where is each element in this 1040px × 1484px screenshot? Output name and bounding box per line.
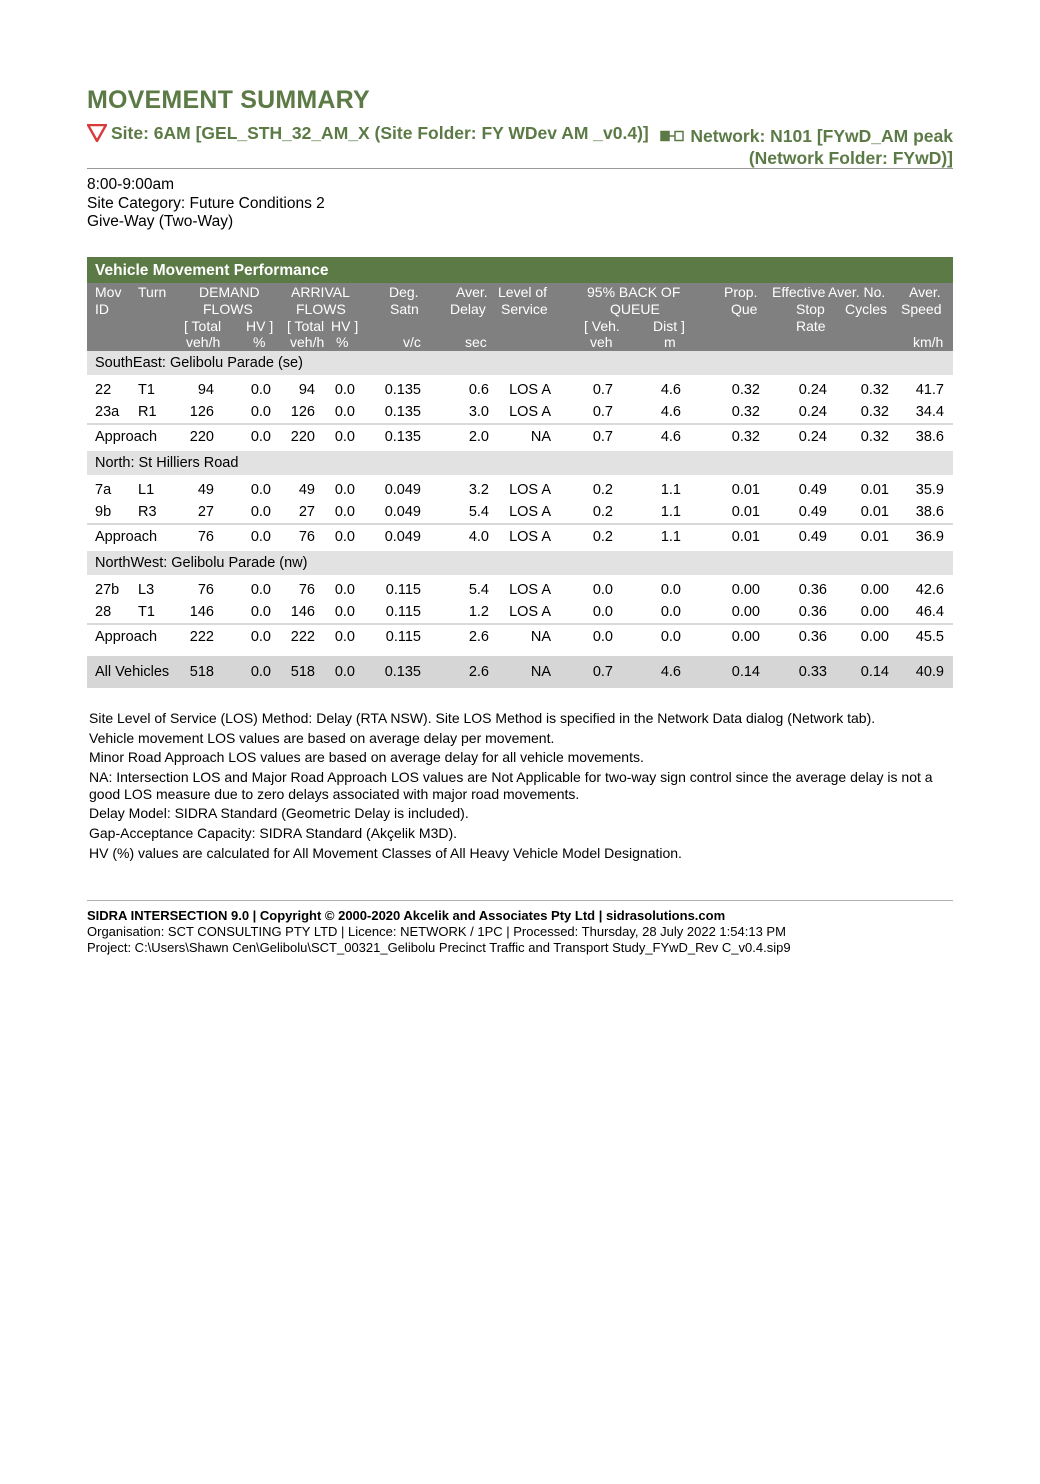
approach-cell: 4.6 [660, 429, 681, 445]
yield-sign-icon [87, 124, 107, 147]
header-satn: Satn [390, 301, 419, 317]
movement-cell: T1 [138, 604, 155, 620]
all-vehicles-cell: 0.135 [384, 664, 421, 680]
movement-cell: 27 [298, 504, 315, 520]
note-movement-los: Vehicle movement LOS values are based on average delay per movement. [89, 729, 555, 746]
movement-cell: T1 [138, 382, 155, 398]
approach-section-header: SouthEast: Gelibolu Parade (se) [87, 351, 953, 375]
movement-cell: 38.6 [915, 504, 944, 520]
movement-cell: 0.7 [592, 382, 613, 398]
time-period: 8:00-9:00am [87, 176, 175, 193]
approach-row [87, 523, 953, 548]
movement-cell: 4.6 [660, 382, 681, 398]
header-aver-no: Aver. No. [828, 284, 886, 300]
all-vehicles-cell: 0.0 [250, 664, 271, 680]
table-title: Vehicle Movement Performance [87, 257, 953, 283]
approach-cell: 76 [298, 529, 315, 545]
approach-cell: 4.0 [468, 529, 489, 545]
header-arrival: ARRIVAL [291, 284, 350, 300]
approach-cell: 0.00 [860, 629, 889, 645]
movement-cell: 0.049 [384, 504, 421, 520]
all-vehicles-cell: 0.14 [860, 664, 889, 680]
movement-cell: 0.0 [592, 582, 613, 598]
movement-cell: 34.4 [915, 404, 944, 420]
movement-cell: LOS A [509, 504, 551, 520]
movement-cell: R3 [138, 504, 157, 520]
all-vehicles-cell: 2.6 [468, 664, 489, 680]
movement-cell: 0.0 [660, 604, 681, 620]
network-heading [653, 125, 953, 169]
approach-cell: LOS A [509, 529, 551, 545]
movement-cell: 35.9 [915, 482, 944, 498]
movement-cell: 4.6 [660, 404, 681, 420]
movement-cell: 0.2 [592, 504, 613, 520]
header-kmh: km/h [913, 334, 944, 350]
movement-cell: 0.0 [334, 582, 355, 598]
approach-cell: NA [530, 629, 551, 645]
header-arrival-flows: FLOWS [296, 301, 346, 317]
approach-cell: 0.49 [798, 529, 827, 545]
header-speed: Speed [901, 301, 942, 317]
movement-cell: 0.0 [250, 582, 271, 598]
movement-cell: 0.0 [334, 482, 355, 498]
header-demand-vehh: veh/h [186, 334, 221, 350]
movement-cell: 0.49 [798, 482, 827, 498]
movement-cell: 0.049 [384, 482, 421, 498]
movement-row [87, 579, 953, 601]
approach-cell: 0.049 [384, 529, 421, 545]
movement-cell: 0.01 [860, 504, 889, 520]
movement-performance-table [87, 257, 953, 688]
approach-cell: 0.24 [798, 429, 827, 445]
movement-cell: 0.32 [731, 404, 760, 420]
movement-cell: 126 [290, 404, 315, 420]
movement-row [87, 501, 953, 523]
movement-cell: LOS A [509, 604, 551, 620]
movement-cell: LOS A [509, 382, 551, 398]
movement-cell: 0.00 [731, 604, 760, 620]
movement-cell: 3.2 [468, 482, 489, 498]
movement-cell: 0.00 [860, 604, 889, 620]
all-vehicles-cell: 0.0 [334, 664, 355, 680]
movement-cell: LOS A [509, 482, 551, 498]
all-vehicles-cell: 518 [290, 664, 315, 680]
movement-row [87, 379, 953, 401]
movement-cell: L1 [138, 482, 155, 498]
approach-cell: 222 [189, 629, 214, 645]
header-arrival-pct: % [336, 334, 349, 350]
report-footer [87, 908, 953, 956]
header-turn: Turn [138, 284, 167, 300]
movement-cell: 0.6 [468, 382, 489, 398]
approach-cell: 0.7 [592, 429, 613, 445]
movement-cell: 146 [290, 604, 315, 620]
header-demand-flows: FLOWS [203, 301, 253, 317]
header-delay: Delay [450, 301, 486, 317]
movement-cell: 0.115 [385, 604, 421, 620]
movement-cell: 0.01 [731, 482, 760, 498]
movement-cell: 146 [189, 604, 214, 620]
movement-cell: 0.32 [731, 382, 760, 398]
note-gap-acceptance: Gap-Acceptance Capacity: SIDRA Standard (Akçelik M3D). [89, 824, 458, 841]
footer-divider [87, 900, 953, 901]
header-queue-veh-unit: veh [590, 334, 613, 350]
all-vehicles-cell: All Vehicles [95, 664, 170, 680]
movement-cell: 0.36 [798, 582, 827, 598]
header-que: Que [731, 301, 758, 317]
movement-cell: 0.115 [385, 582, 421, 598]
approach-row [87, 423, 953, 448]
movement-cell: 0.2 [592, 482, 613, 498]
header-vc: v/c [403, 334, 421, 350]
header-service: Service [501, 301, 548, 317]
header-demand: DEMAND [199, 284, 260, 300]
header-cycles: Cycles [845, 301, 888, 317]
header-divider [87, 168, 953, 169]
approach-cell: 0.0 [250, 529, 271, 545]
approach-cell: 0.0 [592, 629, 613, 645]
header-level-of: Level of [498, 284, 548, 300]
movement-cell: 0.0 [334, 404, 355, 420]
footer-copyright: SIDRA INTERSECTION 9.0 | Copyright © 2000-2020 Akcelik and Associates Pty Ltd | sidrasolutions.com [87, 908, 726, 923]
movement-cell: 1.1 [660, 482, 681, 498]
approach-cell: 0.32 [860, 429, 889, 445]
approach-cell: 0.2 [592, 529, 613, 545]
all-vehicles-cell: 0.33 [798, 664, 827, 680]
movement-cell: 0.0 [250, 382, 271, 398]
movement-cell: 46.4 [915, 604, 944, 620]
movement-cell: 0.0 [250, 604, 271, 620]
header-arrival-hv: HV ] [331, 318, 359, 334]
all-vehicles-cell: 40.9 [915, 664, 944, 680]
note-minor-road: Minor Road Approach LOS values are based on average delay for all vehicle movements. [89, 749, 644, 766]
approach-cell: 0.01 [860, 529, 889, 545]
approach-cell: 220 [290, 429, 315, 445]
header-back-of: 95% BACK OF [587, 284, 681, 300]
movement-cell: 0.7 [592, 404, 613, 420]
all-vehicles-cell: 4.6 [660, 664, 681, 680]
movement-cell: LOS A [509, 404, 551, 420]
header-sec: sec [465, 334, 487, 350]
network-icon [660, 125, 684, 147]
movement-cell: 0.0 [250, 504, 271, 520]
movement-cell: 28 [95, 604, 112, 620]
movement-cell: 0.0 [592, 604, 613, 620]
header-arrival-total: [ Total [287, 318, 325, 334]
movement-cell: 76 [197, 582, 214, 598]
movement-cell: 27 [197, 504, 214, 520]
approach-cell: 45.5 [915, 629, 944, 645]
movement-cell: 0.01 [860, 482, 889, 498]
header-rate: Rate [796, 318, 826, 334]
movement-cell: 7a [95, 482, 112, 498]
header-queue: QUEUE [610, 301, 660, 317]
approach-cell: 0.0 [334, 529, 355, 545]
movement-cell: 0.0 [660, 582, 681, 598]
movement-cell: 41.7 [915, 382, 944, 398]
approach-section-header: North: St Hilliers Road [87, 451, 953, 475]
header-queue-veh: [ Veh. [584, 318, 620, 334]
movement-cell: 27b [95, 582, 120, 598]
movement-cell: 0.36 [798, 604, 827, 620]
approach-cell: 36.9 [915, 529, 944, 545]
movement-cell: 94 [298, 382, 315, 398]
approach-cell: 0.0 [334, 629, 355, 645]
movement-cell: 94 [197, 382, 214, 398]
header-aver-speed: Aver. [909, 284, 941, 300]
note-hv: HV (%) values are calculated for All Movement Classes of All Heavy Vehicle Model Designation. [89, 844, 682, 861]
movement-cell: 0.0 [250, 482, 271, 498]
movement-cell: 23a [95, 404, 120, 420]
page-title: MOVEMENT SUMMARY [87, 86, 370, 114]
movement-cell: 0.49 [798, 504, 827, 520]
approach-cell: 38.6 [915, 429, 944, 445]
approach-cell: 2.0 [468, 429, 489, 445]
header-aver: Aver. [456, 284, 488, 300]
approach-cell: Approach [95, 529, 158, 545]
approach-cell: Approach [95, 429, 158, 445]
header-queue-m-unit: m [664, 334, 676, 350]
approach-cell: 0.0 [334, 429, 355, 445]
all-vehicles-row [87, 656, 953, 688]
movement-row [87, 401, 953, 423]
approach-cell: 1.1 [660, 529, 681, 545]
approach-row [87, 623, 953, 648]
header-effective: Effective [772, 284, 826, 300]
movement-cell: 22 [95, 382, 112, 398]
movement-cell: R1 [138, 404, 157, 420]
network-heading-text: Network: N101 [FYwD_AM peak (Network Folder: FYwD)] [690, 126, 953, 168]
all-vehicles-cell: NA [530, 664, 551, 680]
report-notes [89, 710, 955, 864]
approach-cell: 222 [290, 629, 315, 645]
header-demand-hv: HV ] [246, 318, 274, 334]
movement-cell: 49 [197, 482, 214, 498]
movement-cell: 0.32 [860, 404, 889, 420]
header-deg: Deg. [389, 284, 419, 300]
movement-row [87, 479, 953, 501]
header-prop: Prop. [724, 284, 758, 300]
movement-cell: 0.00 [731, 582, 760, 598]
all-vehicles-cell: 518 [189, 664, 214, 680]
site-heading [87, 122, 657, 147]
movement-cell: 0.135 [384, 404, 421, 420]
site-meta [87, 176, 325, 232]
note-delay-model: Delay Model: SIDRA Standard (Geometric Delay is included). [89, 805, 469, 822]
movement-cell: 42.6 [915, 582, 944, 598]
footer-project: Project: C:\Users\Shawn Cen\Gelibolu\SCT_00321_Gelibolu Precinct Traffic and Transport Study_FYwD_Rev C_v0.4.sip9 [87, 940, 791, 955]
movement-cell: 0.24 [798, 382, 827, 398]
movement-cell: 3.0 [468, 404, 489, 420]
approach-cell: 220 [189, 429, 214, 445]
note-los-method: Site Level of Service (LOS) Method: Delay (RTA NSW). Site LOS Method is specified in the Network Data dialog (Network tab). [89, 710, 876, 726]
movement-cell: 0.0 [334, 382, 355, 398]
movement-cell: 0.32 [860, 382, 889, 398]
approach-cell: 0.32 [731, 429, 760, 445]
movement-cell: 0.0 [334, 604, 355, 620]
table-header [87, 283, 953, 351]
movement-cell: LOS A [509, 582, 551, 598]
all-vehicles-cell: 0.7 [592, 664, 613, 680]
all-vehicles-cell: 0.14 [731, 664, 760, 680]
approach-cell: 76 [197, 529, 214, 545]
movement-cell: 5.4 [468, 504, 489, 520]
approach-cell: 0.00 [731, 629, 760, 645]
approach-cell: Approach [95, 629, 158, 645]
approach-section-header: NorthWest: Gelibolu Parade (nw) [87, 551, 953, 575]
movement-cell: 0.00 [860, 582, 889, 598]
movement-cell: L3 [138, 582, 155, 598]
header-demand-total: [ Total [184, 318, 222, 334]
header-queue-dist: Dist ] [653, 318, 685, 334]
table-body [87, 351, 953, 688]
movement-cell: 0.135 [384, 382, 421, 398]
header-mov: Mov [95, 284, 122, 300]
movement-cell: 0.0 [250, 404, 271, 420]
approach-cell: 0.0 [250, 429, 271, 445]
approach-cell: 0.0 [250, 629, 271, 645]
note-na: NA: Intersection LOS and Major Road Approach LOS values are Not Applicable for two-way sign control since the average delay is not a good LOS measure due to zero delays associated with major road movements. [89, 768, 933, 802]
movement-cell: 1.2 [468, 604, 489, 620]
approach-cell: 0.135 [384, 429, 421, 445]
header-arrival-vehh: veh/h [290, 334, 325, 350]
header-id: ID [95, 301, 109, 317]
header-demand-pct: % [253, 334, 266, 350]
site-heading-text: Site: 6AM [GEL_STH_32_AM_X (Site Folder: FY WDev AM _v0.4)] [111, 123, 649, 143]
movement-cell: 5.4 [468, 582, 489, 598]
approach-cell: NA [530, 429, 551, 445]
movement-cell: 126 [189, 404, 214, 420]
movement-row [87, 601, 953, 623]
movement-cell: 0.01 [731, 504, 760, 520]
approach-cell: 0.01 [731, 529, 760, 545]
movement-cell: 0.0 [334, 504, 355, 520]
header-stop: Stop [796, 301, 825, 317]
movement-cell: 0.24 [798, 404, 827, 420]
movement-cell: 49 [298, 482, 315, 498]
footer-organisation: Organisation: SCT CONSULTING PTY LTD | Licence: NETWORK / 1PC | Processed: Thursday, 28 July 2022 1:54:13 PM [87, 924, 786, 939]
approach-cell: 0.0 [660, 629, 681, 645]
site-category: Site Category: Future Conditions 2 [87, 194, 325, 212]
movement-cell: 9b [95, 504, 112, 520]
control-type: Give-Way (Two-Way) [87, 213, 234, 230]
movement-cell: 1.1 [660, 504, 681, 520]
movement-cell: 76 [298, 582, 315, 598]
approach-cell: 0.115 [385, 629, 421, 645]
approach-cell: 0.36 [798, 629, 827, 645]
approach-cell: 2.6 [468, 629, 489, 645]
